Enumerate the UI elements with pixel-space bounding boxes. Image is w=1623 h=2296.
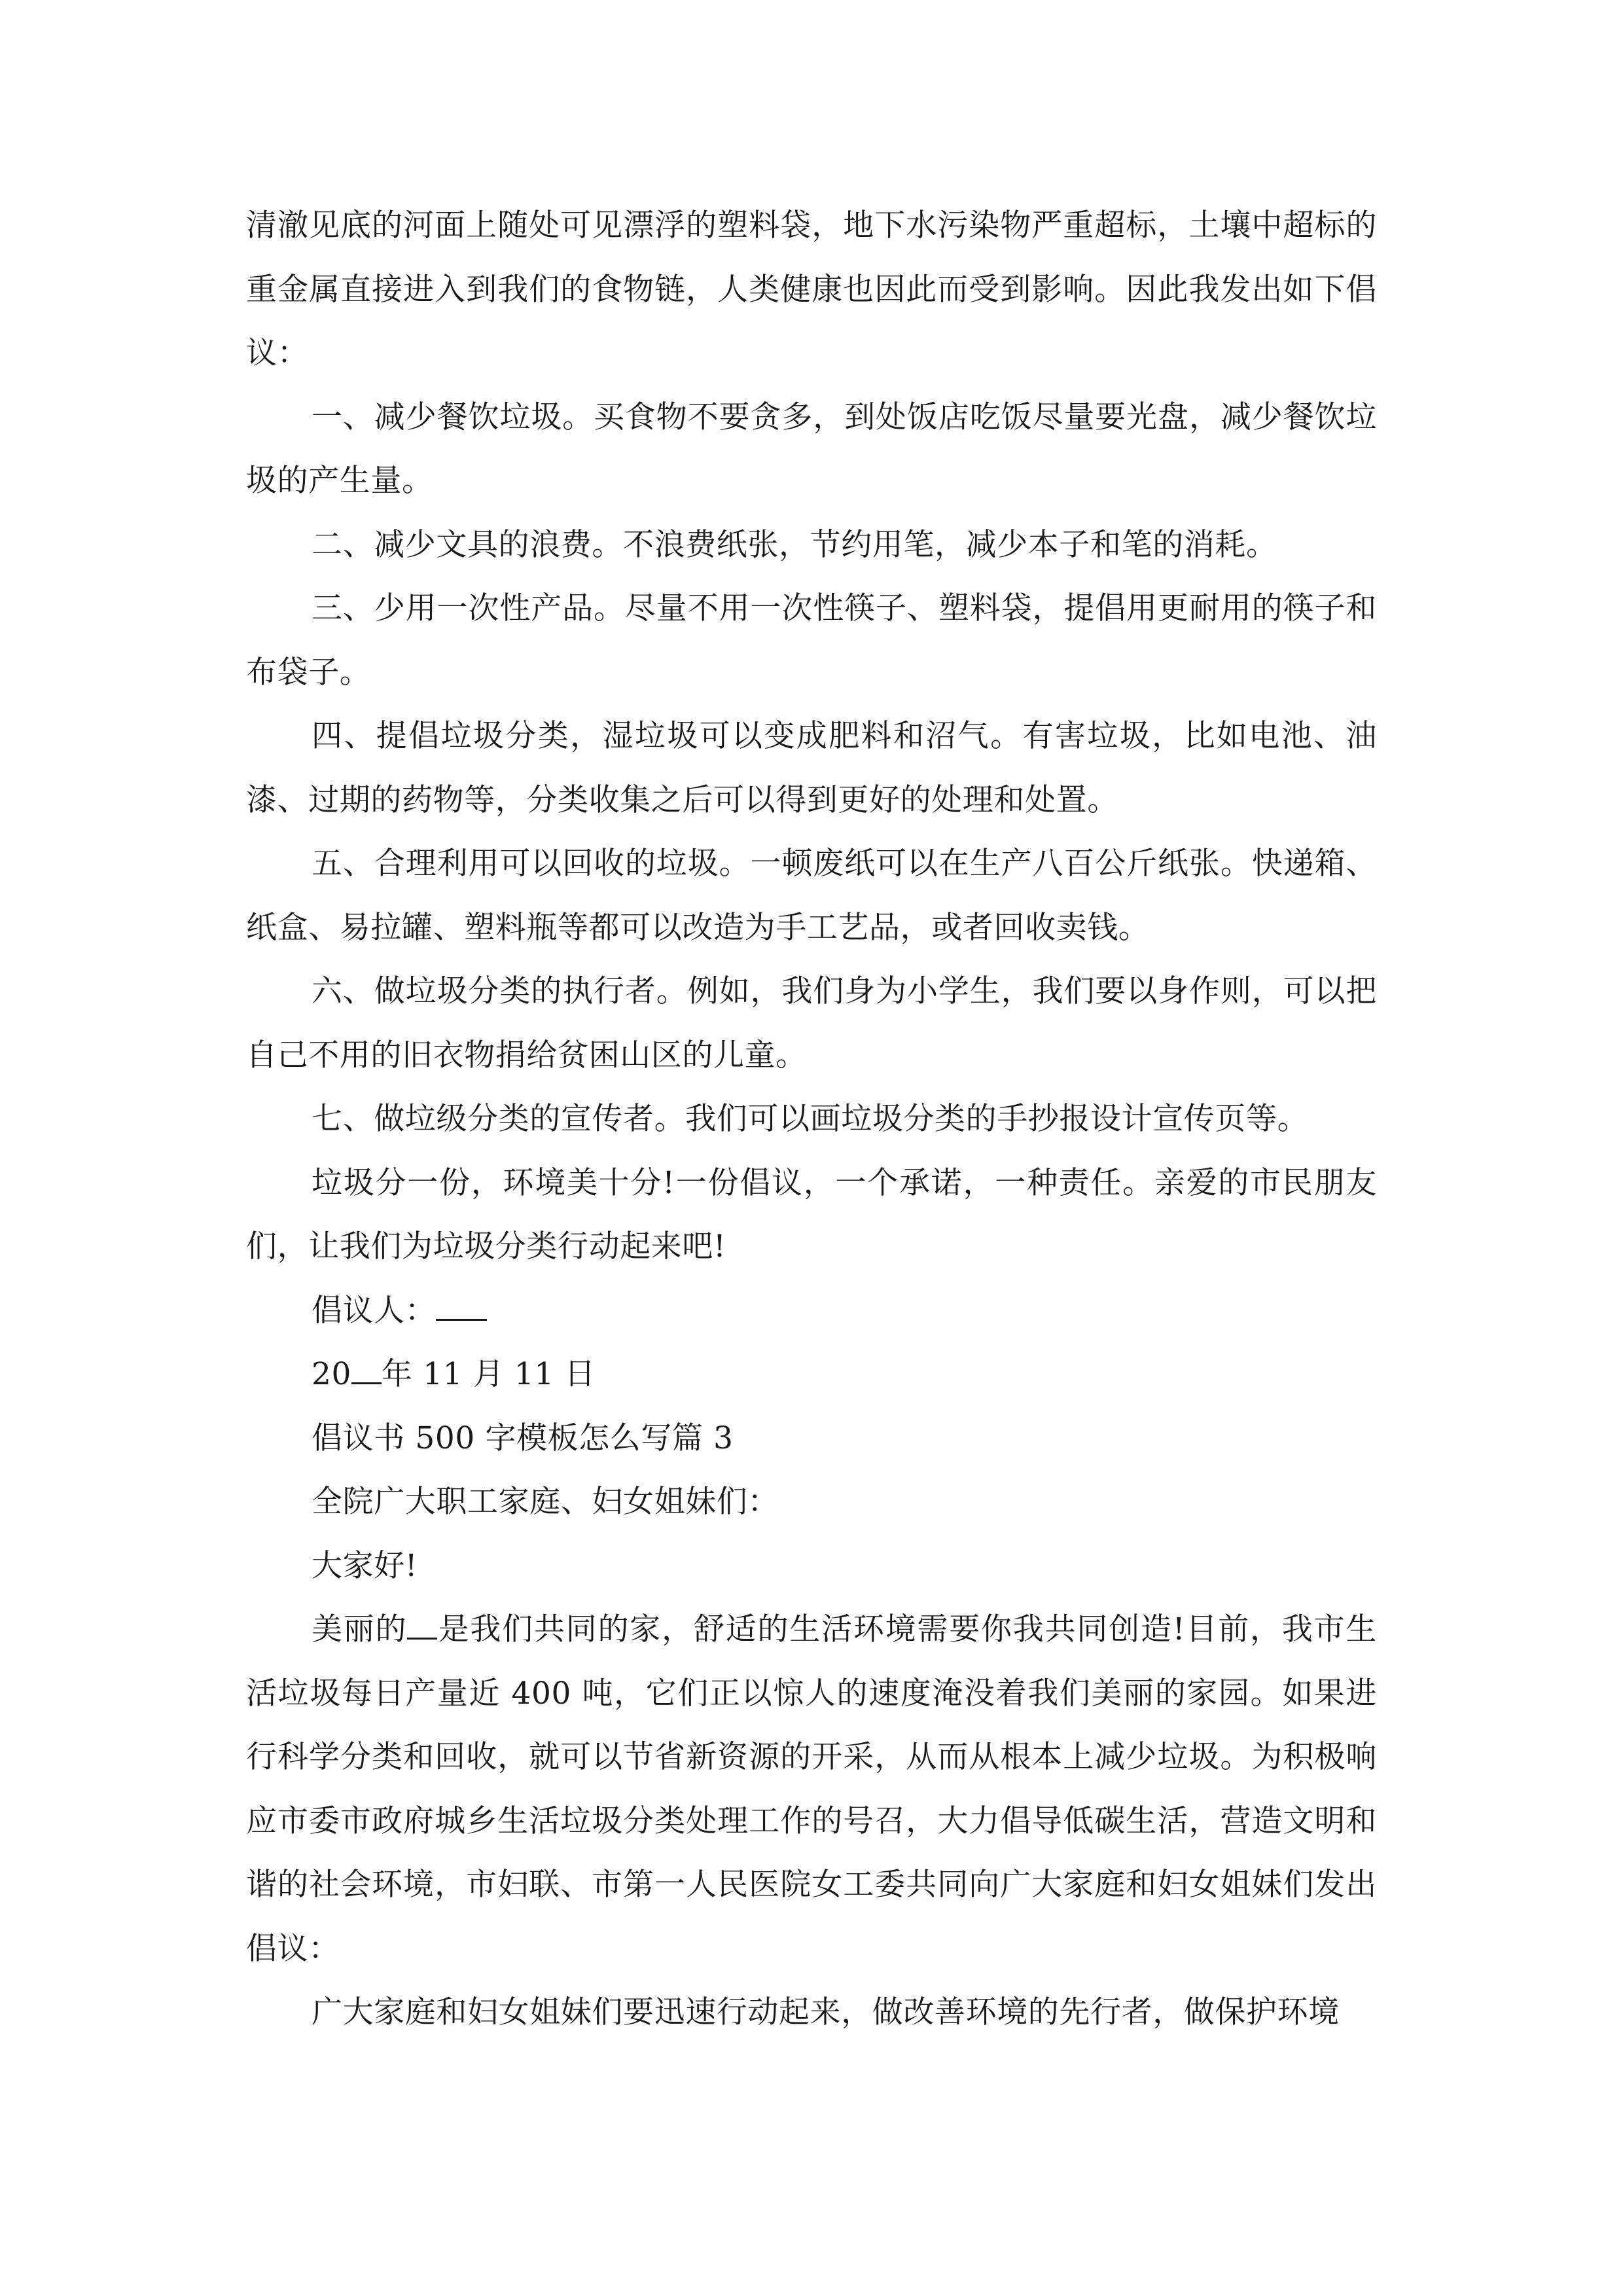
- closing-paragraph: 垃圾分一份，环境美十分!一份倡议，一个承诺，一种责任。亲爱的市民朋友们，让我们为垃圾分类行动起来吧!: [246, 1164, 1377, 1265]
- proposal-item-7: 七、做垃级分类的宣传者。我们可以画垃圾分类的手抄报设计宣传页等。: [312, 1101, 1309, 1137]
- section-title: 倡议书 500 字模板怎么写篇 3: [312, 1420, 734, 1456]
- proposal-item-2: 二、减少文具的浪费。不浪费纸张，节约用笔，减少本子和笔的消耗。: [312, 526, 1277, 563]
- salutation: 全院广大职工家庭、妇女姐妹们：: [312, 1484, 779, 1520]
- date-line: [246, 1342, 1377, 1407]
- proposal-item-6: 六、做垃圾分类的执行者。例如，我们身为小学生，我们要以身作则，可以把自己不用的旧衣物捐给贫困山区的儿童。: [246, 973, 1377, 1073]
- proposal-item-1: 一、减少餐饮垃圾。买食物不要贪多，到处饭店吃饭尽量要光盘，减少餐饮垃圾的产生量。: [246, 399, 1377, 499]
- body-main: 是我们共同的家，舒适的生活环境需要你我共同创造!目前，我市生活垃圾每日产量近 400 吨，它们正以惊人的速度淹没着我们美丽的家园。如果进行科学分类和回收，就可以节省新资源的开采，从而从根本上减少垃圾。为积极响应市委市政府城乡生活垃圾分类处理工作的号召，大力倡导低碳生活，营造文明和谐的社会环境，市妇联、市第一人民医院女工委共同向广大家庭和妇女姐妹们发出倡议：: [246, 1611, 1377, 1967]
- proposal-item-4: 四、提倡垃圾分类，湿垃圾可以变成肥料和沼气。有害垃圾，比如电池、油漆、过期的药物等，分类收集之后可以得到更好的处理和处置。: [246, 718, 1377, 818]
- signature-blank: [436, 1289, 487, 1321]
- last-paragraph: 广大家庭和妇女姐妹们要迅速行动起来，做改善环境的先行者，做保护环境: [312, 1994, 1340, 2030]
- signature-line: [246, 1279, 1377, 1343]
- body-paragraph: [246, 1598, 1377, 1981]
- date-prefix: 20: [312, 1356, 352, 1392]
- proposal-item-5: 五、合理利用可以回收的垃圾。一顿废纸可以在生产八百公斤纸张。快递箱、纸盒、易拉罐、塑料瓶等都可以改造为手工艺品，或者回收卖钱。: [246, 846, 1377, 946]
- date-blank: [351, 1353, 382, 1384]
- body-prefix: 美丽的: [312, 1611, 408, 1647]
- proposal-item-3: 三、少用一次性产品。尽量不用一次性筷子、塑料袋，提倡用更耐用的筷子和布袋子。: [246, 590, 1377, 691]
- paragraph-intro: 清澈见底的河面上随处可见漂浮的塑料袋，地下水污染物严重超标，土壤中超标的重金属直接进入到我们的食物链，人类健康也因此而受到影响。因此我发出如下倡议：: [246, 207, 1377, 371]
- signature-label: 倡议人：: [312, 1292, 437, 1329]
- date-suffix: 年 11 月 11 日: [382, 1356, 596, 1392]
- document-body: [246, 194, 1377, 2045]
- greeting: 大家好!: [312, 1547, 418, 1584]
- city-blank: [407, 1608, 437, 1640]
